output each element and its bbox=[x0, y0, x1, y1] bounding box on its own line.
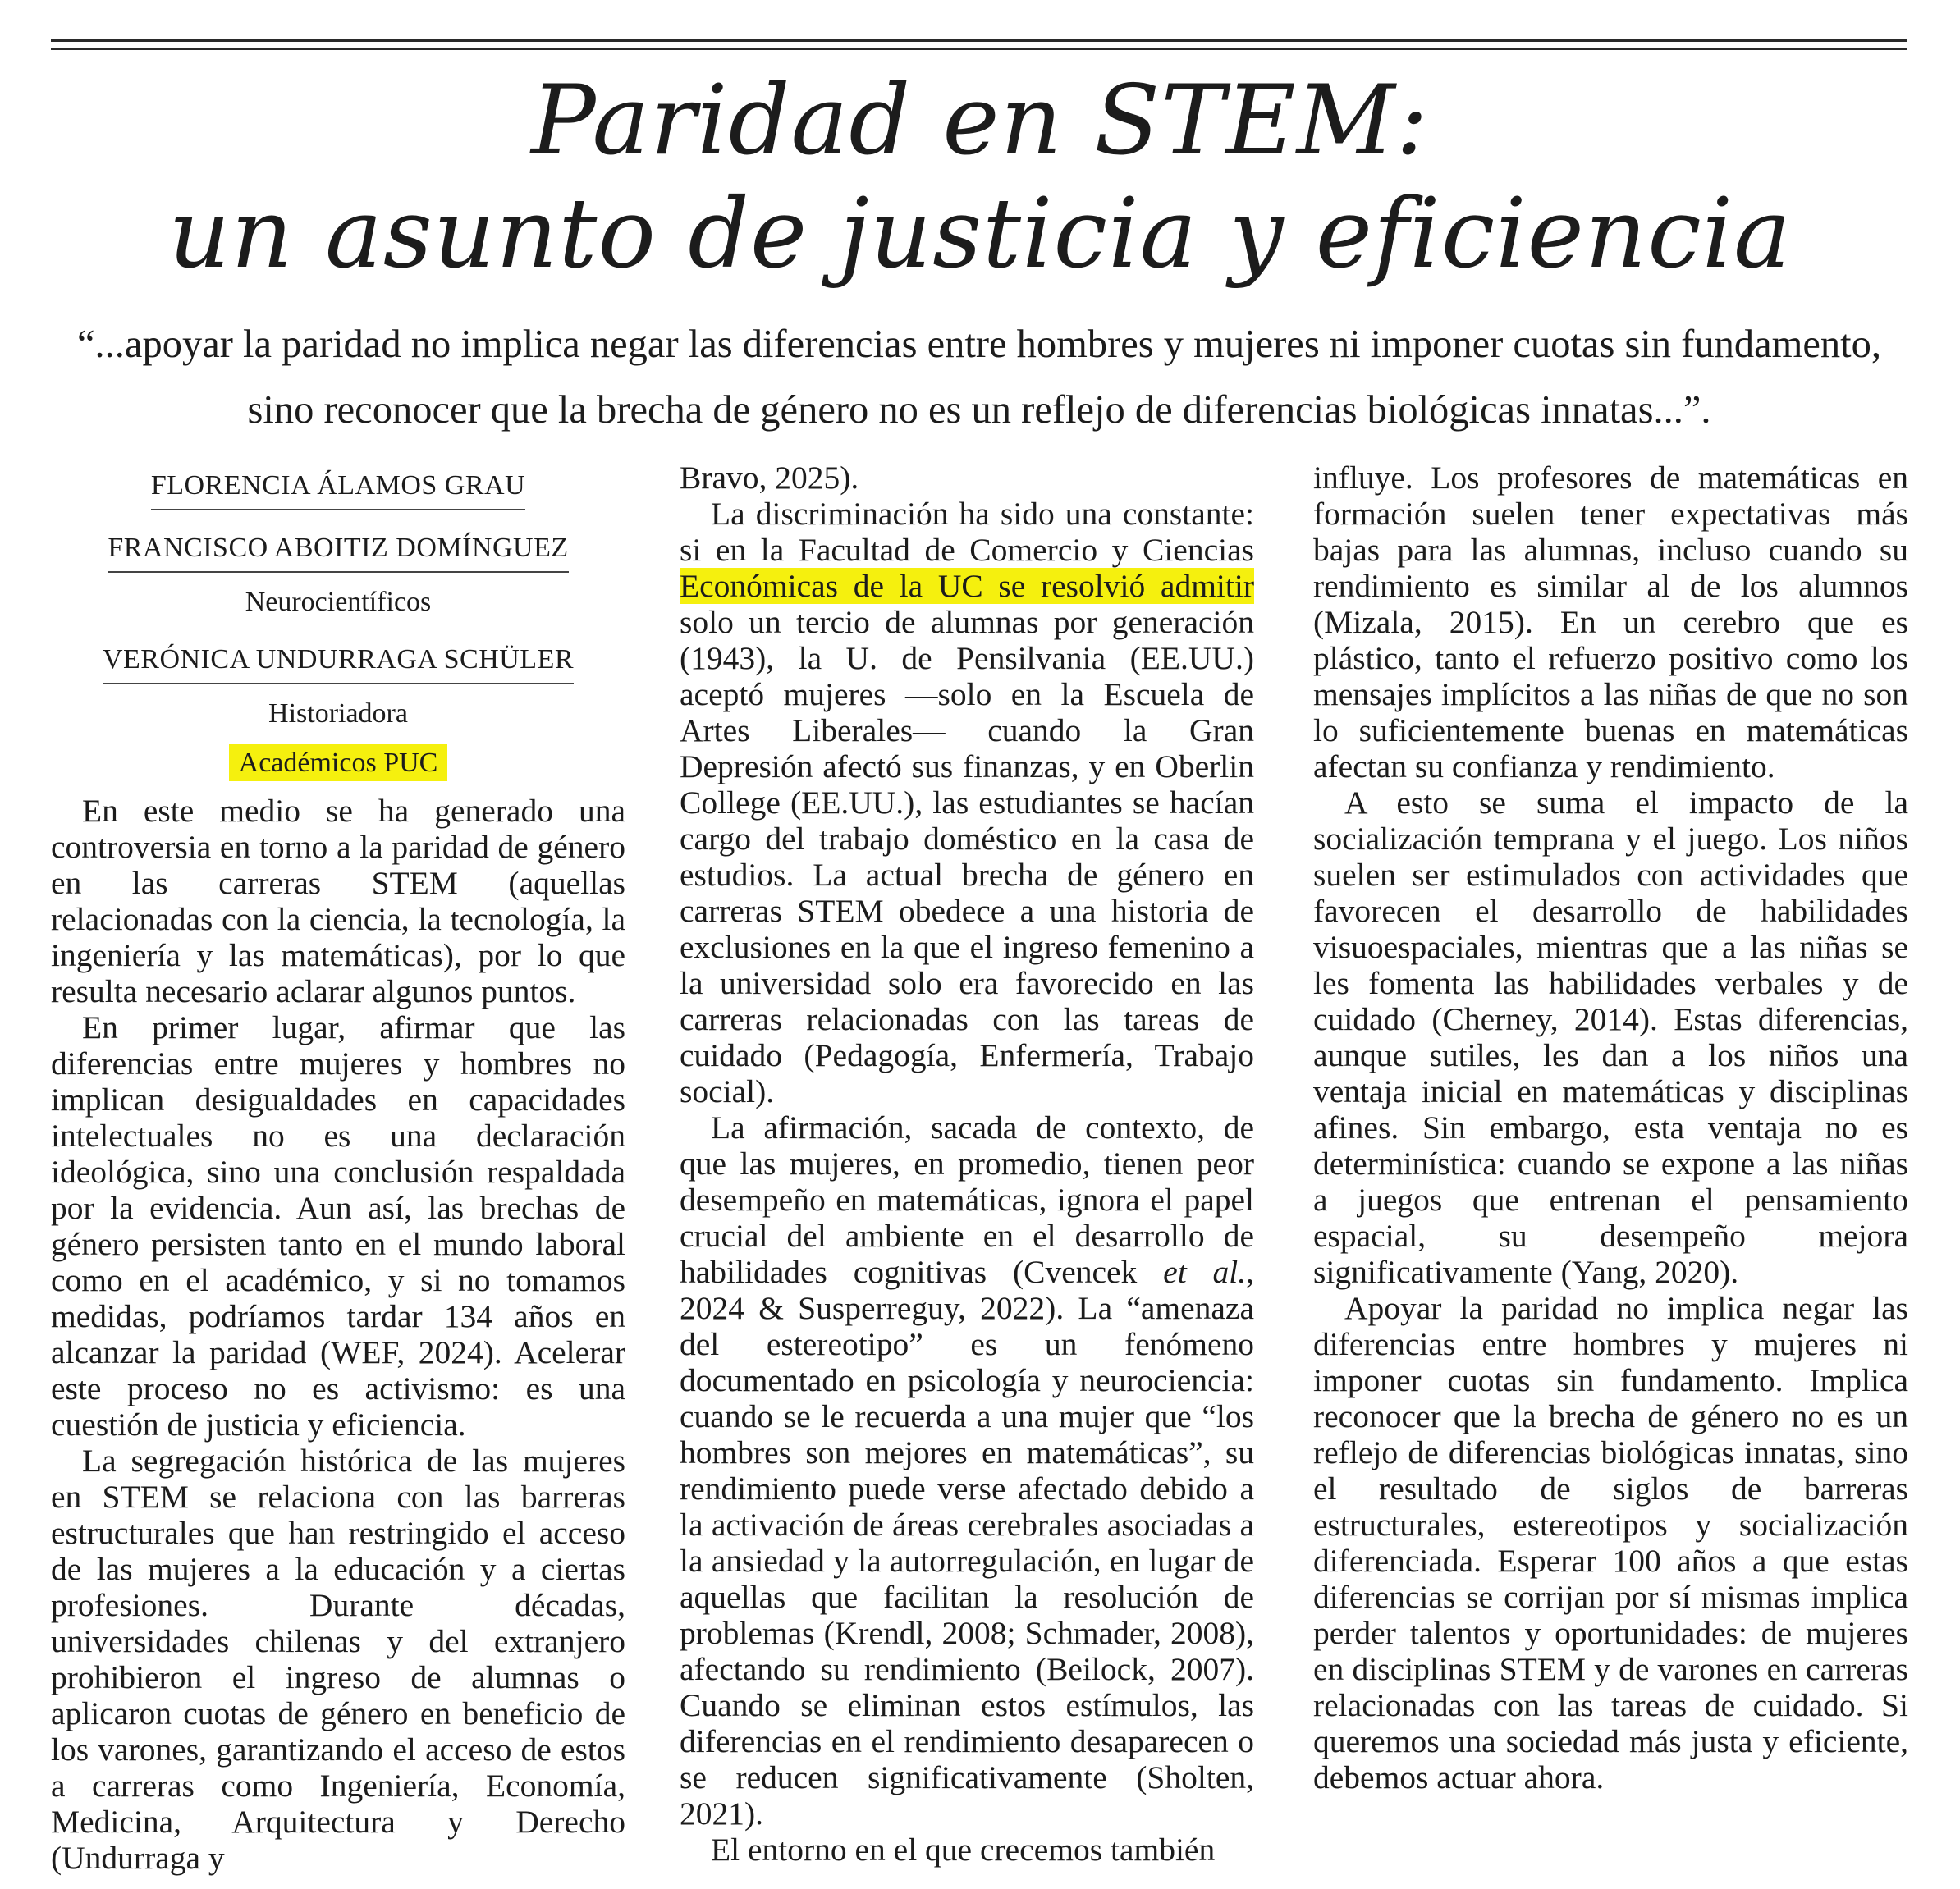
column-3 bbox=[1313, 460, 1908, 1795]
title-line-2: un asunto de justicia y eficiencia bbox=[168, 177, 1792, 290]
paragraph: Apoyar la paridad no implica negar las diferencias entre hombres y mujeres ni imponer cuotas sin fundamento. Implica reconocer que la brecha de género no es un reflejo de diferencias biológicas innatas, sino el resultado de siglos de barreras estructurales, estereotipos y socialización diferenciada. Esperar 100 años a que estas diferencias se corrijan por sí mismas implica perder talentos y oportunidades: de mujeres en disciplinas STEM y de varones en carreras relacionadas con las tareas de cuidado. Si queremos una sociedad más justa y eficiente, debemos actuar ahora. bbox=[1313, 1290, 1908, 1795]
column-1 bbox=[51, 460, 625, 1876]
italic-text: et al. bbox=[1163, 1254, 1247, 1290]
text-run: La afirmación, sacada de contexto, de que las mujeres, en promedio, tienen peor desempeño en matemáticas, ignora el papel crucial del ambiente en el desarrollo de habilidades cognitivas (Cvencek bbox=[680, 1109, 1254, 1290]
paragraph: Bravo, 2025). bbox=[680, 460, 859, 496]
paragraph: La segregación histórica de las mujeres en STEM se relaciona con las barreras estructurales que han restringido el acceso de las mujeres a la educación y a ciertas profesiones. Durante décadas, universidades chilenas y del extranjero prohibieron el ingreso de alumnas o aplicaron cuotas de género en beneficio de los varones, garantizando el acceso de estos a carreras como Ingeniería, Economía, Medicina, Arquitectura y Derecho (Undurraga y bbox=[51, 1443, 625, 1876]
paragraph: influye. Los profesores de matemáticas en formación suelen tener expectativas más bajas para las alumnas, incluso cuando su rendimiento es similar al de los alumnos (Mizala, 2015). En un cerebro que es plástico, tanto el refuerzo positivo como los mensajes implícitos a las niñas de que no son lo suficientemente buenas en matemáticas afectan su confianza y rendimiento. bbox=[1313, 460, 1908, 784]
paragraph bbox=[680, 1109, 1254, 1832]
text-run: , 2024 & Susperreguy, 2022). La “amenaza del estereotipo” es un fenómeno documentado en psicología y neurociencia: cuando se le recuerda a una mujer que “los hombres son mejores en matemáticas”, su rendimiento puede verse afectado debido a la activación de áreas cerebrales asociadas a la ansiedad y la autorregulación, en lugar de aquellas que facilitan la resolución de problemas (Krendl, 2008; Schmader, 2008), afectando su rendimiento (Beilock, 2007). Cuando se eliminan estos estímulos, las diferencias en el rendimiento desaparecen o se reducen significativamente (Sholten, 2021). bbox=[680, 1254, 1255, 1832]
highlighted-text: Económicas de la UC se resolvió admitir bbox=[680, 568, 1254, 604]
paragraph: En primer lugar, afirmar que las diferencias entre mujeres y hombres no implican desigualdades en capacidades intelectuales no es una declaración ideológica, sino una conclusión respaldada por la evidencia. Aun así, las brechas de género persisten tanto en el mundo laboral como en el académico, y si no tomamos medidas, podríamos tardar 134 años en alcanzar la paridad (WEF, 2024). Acelerar este proceso no es activismo: es una cuestión de justicia y eficiencia. bbox=[51, 1009, 625, 1443]
top-rule bbox=[51, 39, 1907, 42]
title-line-1: Paridad en STEM: bbox=[531, 64, 1429, 176]
author-name: FRANCISCO ABOITIZ DOMÍNGUEZ bbox=[108, 530, 568, 573]
byline bbox=[51, 460, 625, 781]
affiliation-highlight: Académicos PUC bbox=[229, 744, 448, 781]
article-title bbox=[0, 64, 1960, 290]
paragraph: En este medio se ha generado una controversia en torno a la paridad de género en las carreras STEM (aquellas relacionadas con la ciencia, la tecnología, la ingeniería y las matemáticas), por lo que resulta necesario aclarar algunos puntos. bbox=[51, 793, 625, 1009]
top-rule-2 bbox=[51, 48, 1907, 50]
column-2 bbox=[680, 460, 1254, 1868]
paragraph: El entorno en el que crecemos también bbox=[711, 1832, 1216, 1868]
paragraph: A esto se suma el impacto de la socialización temprana y el juego. Los niños suelen ser estimulados con actividades que favorecen el desarrollo de habilidades visuoespaciales, mientras que a las niñas se les fomenta las habilidades verbales y de cuidado (Cherney, 2014). Estas diferencias, aunque sutiles, les dan a los niños una ventaja inicial en matemáticas y disciplinas afines. Sin embargo, esta ventaja no es determinística: cuando se expone a las niñas a juegos que entrenan el pensamiento espacial, su desempeño mejora significativamente (Yang, 2020). bbox=[1313, 784, 1908, 1290]
author-name: VERÓNICA UNDURRAGA SCHÜLER bbox=[103, 642, 574, 684]
author-name: FLORENCIA ÁLAMOS GRAU bbox=[151, 468, 525, 510]
author-role: Neurocientíficos bbox=[245, 587, 432, 617]
text-run: solo un tercio de alumnas por generación (1943), la U. de Pensilvania (EE.UU.) aceptó mujeres —solo en la Escuela de Artes Liberales— cuando la Gran Depresión afectó sus finanzas, y en Oberlin College (EE.UU.), las estudiantes se hacían cargo del trabajo doméstico en la casa de estudios. La actual brecha de género en carreras STEM obedece a una historia de exclusiones en la que el ingreso femenino a la universidad solo era favorecido en las carreras relacionadas con las tareas de cuidado (Pedagogía, Enfermería, Trabajo social). bbox=[680, 604, 1254, 1109]
pull-quote: “...apoyar la paridad no implica negar las diferencias entre hombres y mujeres ni imponer cuotas sin fundamento, sino reconocer que la brecha de género no es un reflejo de diferencias biológicas innatas...”. bbox=[77, 322, 1881, 432]
author-role: Historiadora bbox=[268, 698, 408, 729]
text-run: La discriminación ha sido una constante: si en la Facultad de Comercio y Ciencias bbox=[680, 496, 1254, 568]
paragraph bbox=[680, 496, 1254, 1109]
